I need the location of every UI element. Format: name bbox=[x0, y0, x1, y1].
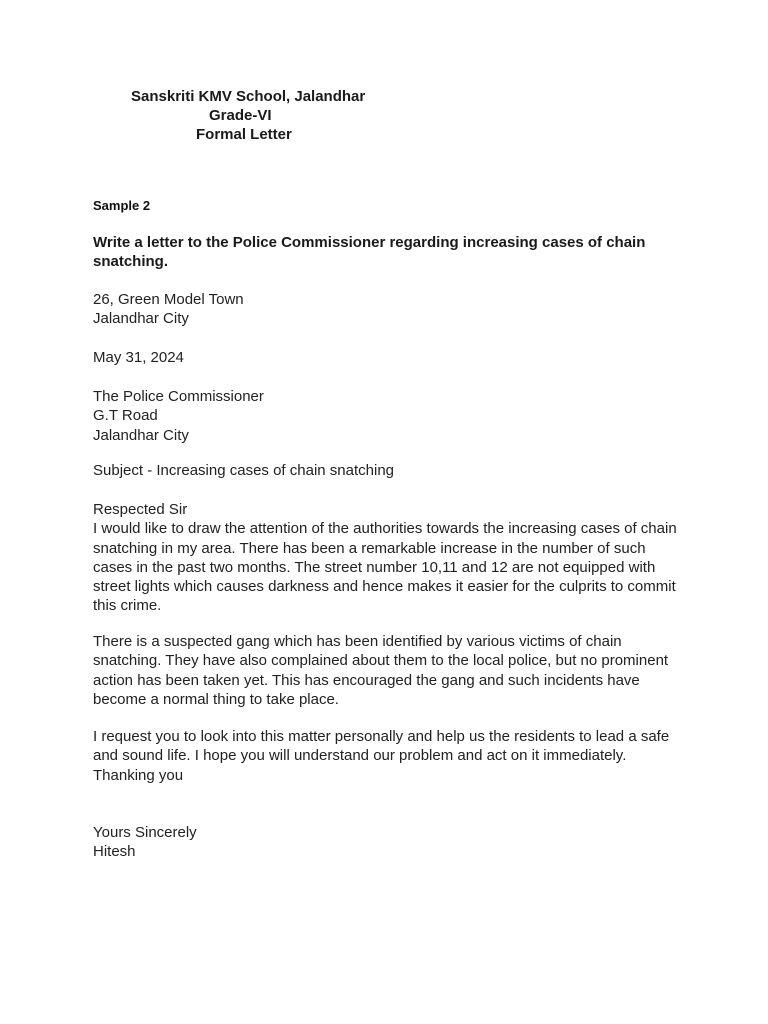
letter-body-intro bbox=[93, 500, 683, 616]
subject-line: Subject - Increasing cases of chain snatching bbox=[93, 462, 395, 479]
body-paragraph-3: I request you to look into this matter personally and help us the residents to lead a safe and sound life. I hope you will understand our problem and act on it immediately. bbox=[93, 728, 670, 765]
sample-label: Sample 2 bbox=[93, 198, 151, 213]
recipient-line: Jalandhar City bbox=[93, 426, 189, 444]
salutation: Respected Sir bbox=[93, 501, 188, 518]
letter-type: Formal Letter bbox=[196, 126, 292, 143]
school-name: Sanskriti KMV School, Jalandhar bbox=[131, 88, 366, 105]
signature-name: Hitesh bbox=[93, 843, 136, 861]
grade-label: Grade-VI bbox=[209, 107, 272, 124]
sender-address-line: Jalandhar City bbox=[93, 310, 189, 328]
closing-line: Yours Sincerely bbox=[93, 824, 197, 841]
letter-date: May 31, 2024 bbox=[93, 349, 184, 366]
recipient-address bbox=[93, 387, 683, 445]
sender-address bbox=[93, 290, 683, 329]
body-paragraph-3-block bbox=[93, 727, 683, 785]
body-paragraph-1: I would like to draw the attention of the authorities towards the increasing cases of chain snatching in my area. There has been a remarkable increase in the number of such cases in the past two months. The street number 10,11 and 12 are not equipped with street lights which causes darkness and hence makes it easier for the culprits to commit this crime. bbox=[93, 520, 677, 615]
recipient-line: The Police Commissioner bbox=[93, 388, 264, 405]
question-prompt: Write a letter to the Police Commissioner regarding increasing cases of chain snatching. bbox=[93, 234, 646, 271]
sender-address-line: 26, Green Model Town bbox=[93, 291, 244, 308]
body-paragraph-2: There is a suspected gang which has been identified by various victims of chain snatching. They have also complained about them to the local police, but no prominent action has been taken yet. This has encouraged the gang and such incidents have become a normal thing to take place. bbox=[93, 633, 669, 708]
recipient-line: G.T Road bbox=[93, 407, 158, 425]
closing-block bbox=[93, 823, 683, 862]
thanks-line: Thanking you bbox=[93, 766, 184, 784]
